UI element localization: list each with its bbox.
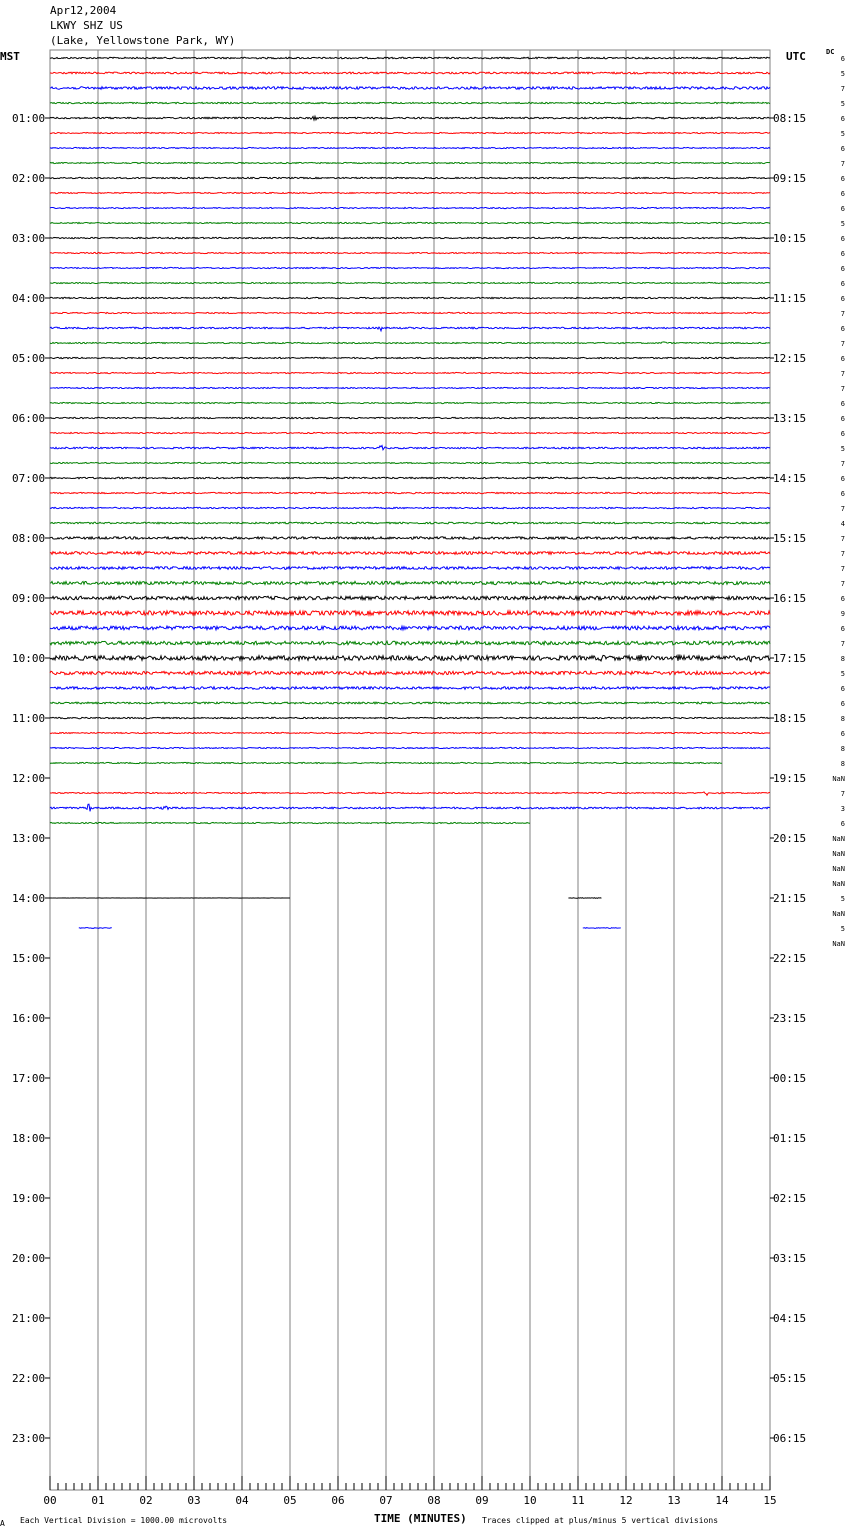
dc-offset-label: 6 <box>840 475 845 483</box>
x-axis-title: TIME (MINUTES) <box>374 1512 467 1525</box>
dc-offset-label: 5 <box>840 670 845 678</box>
trace-line <box>583 928 621 929</box>
plot-frame <box>50 50 770 1490</box>
trace-line <box>568 898 601 899</box>
mst-hour-label: 05:00 <box>12 352 46 365</box>
trace-line <box>50 446 770 450</box>
dc-offset-label: 5 <box>840 895 845 903</box>
x-tick-label: 15 <box>763 1494 777 1507</box>
plot-date: Apr12,2004 <box>50 4 117 17</box>
dc-offset-label: 7 <box>840 535 845 543</box>
trace-line <box>50 552 770 555</box>
trace-line <box>50 822 530 823</box>
x-tick-label: 03 <box>187 1494 201 1507</box>
dc-offset-label: 7 <box>840 460 845 468</box>
dc-offset-label: 8 <box>840 715 845 723</box>
dc-offset-label: 6 <box>840 625 845 633</box>
dc-offset-label: 9 <box>840 610 845 618</box>
dc-offset-label: 6 <box>840 820 845 828</box>
dc-offset-label: 7 <box>840 580 845 588</box>
dc-offset-label: 6 <box>840 235 845 243</box>
trace-line <box>50 402 770 403</box>
dc-offset-label: 6 <box>840 250 845 258</box>
dc-offset-label: 7 <box>840 340 845 348</box>
trace-line <box>50 641 770 645</box>
trace-line <box>50 147 770 148</box>
trace-line <box>50 567 770 570</box>
utc-hour-label: 18:15 <box>773 712 807 725</box>
x-tick-label: 06 <box>331 1494 345 1507</box>
trace-line <box>50 102 770 103</box>
dc-offset-label: 6 <box>840 400 845 408</box>
dc-offset-label: 7 <box>840 385 845 393</box>
dc-offset-label: 7 <box>840 550 845 558</box>
utc-hour-label: 13:15 <box>773 412 807 425</box>
dc-offset-label: 6 <box>840 700 845 708</box>
trace-line <box>50 747 770 748</box>
dc-offset-label: 6 <box>840 325 845 333</box>
trace-line <box>50 792 770 795</box>
dc-offset-label: 7 <box>840 160 845 168</box>
utc-hour-label: 04:15 <box>773 1312 807 1325</box>
trace-line <box>50 237 770 238</box>
x-tick-label: 12 <box>619 1494 633 1507</box>
dc-offset-label: 8 <box>840 655 845 663</box>
mst-hour-label: 15:00 <box>12 952 46 965</box>
utc-hour-label: 16:15 <box>773 592 807 605</box>
trace-line <box>50 522 770 524</box>
mst-hour-label: 16:00 <box>12 1012 46 1025</box>
dc-offset-label: 6 <box>840 355 845 363</box>
dc-offset-label: 6 <box>840 280 845 288</box>
trace-line <box>50 192 770 193</box>
utc-hour-label: 05:15 <box>773 1372 807 1385</box>
scale-note: Each Vertical Division = 1000.00 microvolts <box>20 1516 228 1525</box>
mst-hour-label: 18:00 <box>12 1132 46 1145</box>
corner-mark: A <box>0 1519 5 1528</box>
dc-offset-label: 7 <box>840 790 845 798</box>
dc-offset-label: 6 <box>840 430 845 438</box>
dc-offset-label: 6 <box>840 55 845 63</box>
mst-hour-label: 22:00 <box>12 1372 46 1385</box>
x-tick-label: 01 <box>91 1494 105 1507</box>
utc-hour-label: 08:15 <box>773 112 807 125</box>
dc-offset-label: 7 <box>840 640 845 648</box>
dc-offset-label: NaN <box>832 850 845 858</box>
utc-hour-label: 22:15 <box>773 952 807 965</box>
x-tick-label: 08 <box>427 1494 441 1507</box>
utc-hour-label: 14:15 <box>773 472 807 485</box>
trace-line <box>50 717 770 718</box>
dc-offset-label: 6 <box>840 145 845 153</box>
mst-hour-label: 13:00 <box>12 832 46 845</box>
utc-hour-label: 00:15 <box>773 1072 807 1085</box>
dc-offset-label: NaN <box>832 835 845 843</box>
dc-offset-label: 7 <box>840 310 845 318</box>
mst-hour-label: 20:00 <box>12 1252 46 1265</box>
mst-hour-label: 21:00 <box>12 1312 46 1325</box>
trace-line <box>50 596 770 600</box>
utc-hour-label: 21:15 <box>773 892 807 905</box>
trace-line <box>50 312 770 313</box>
dc-offset-label: 8 <box>840 760 845 768</box>
trace-line <box>50 462 770 463</box>
trace-line <box>50 387 770 388</box>
dc-offset-label: 8 <box>840 745 845 753</box>
utc-hour-label: 17:15 <box>773 652 807 665</box>
dc-offset-label: 7 <box>840 565 845 573</box>
trace-line <box>50 267 770 268</box>
dc-label: DC <box>826 48 835 56</box>
trace-line <box>50 655 770 662</box>
mst-label: MST <box>0 50 20 63</box>
dc-offset-label: 6 <box>840 190 845 198</box>
mst-hour-label: 04:00 <box>12 292 46 305</box>
dc-offset-label: 5 <box>840 445 845 453</box>
dc-offset-label: 5 <box>840 70 845 78</box>
mst-hour-label: 08:00 <box>12 532 46 545</box>
trace-line <box>50 357 770 358</box>
utc-hour-label: 23:15 <box>773 1012 807 1025</box>
trace-line <box>50 222 770 223</box>
mst-hour-label: 07:00 <box>12 472 46 485</box>
dc-offset-label: NaN <box>832 775 845 783</box>
mst-hour-label: 19:00 <box>12 1192 46 1205</box>
trace-line <box>50 116 770 120</box>
mst-hour-label: 06:00 <box>12 412 46 425</box>
trace-line <box>50 432 770 433</box>
trace-line <box>50 342 770 344</box>
trace-line <box>50 177 770 178</box>
dc-offset-label: NaN <box>832 910 845 918</box>
trace-line <box>50 372 770 373</box>
x-tick-label: 11 <box>571 1494 585 1507</box>
dc-offset-label: 7 <box>840 370 845 378</box>
trace-line <box>50 687 770 690</box>
dc-offset-label: NaN <box>832 940 845 948</box>
trace-line <box>50 626 770 630</box>
mst-hour-label: 02:00 <box>12 172 46 185</box>
dc-offset-label: 5 <box>840 100 845 108</box>
utc-label: UTC <box>786 50 806 63</box>
trace-line <box>50 507 770 508</box>
mst-hour-label: 10:00 <box>12 652 46 665</box>
trace-line <box>50 537 770 539</box>
trace-line <box>50 162 770 163</box>
trace-line <box>50 671 770 674</box>
trace-line <box>50 207 770 208</box>
clip-note: Traces clipped at plus/minus 5 vertical divisions <box>482 1516 719 1525</box>
mst-hour-label: 09:00 <box>12 592 46 605</box>
trace-line <box>50 804 770 811</box>
dc-offset-label: 4 <box>840 520 845 528</box>
utc-hour-label: 06:15 <box>773 1432 807 1445</box>
dc-offset-label: NaN <box>832 880 845 888</box>
trace-line <box>50 477 770 479</box>
station-code: LKWY SHZ US <box>50 19 123 32</box>
utc-hour-label: 02:15 <box>773 1192 807 1205</box>
utc-hour-label: 11:15 <box>773 292 807 305</box>
trace-line <box>50 87 770 90</box>
mst-hour-label: 23:00 <box>12 1432 46 1445</box>
utc-hour-label: 12:15 <box>773 352 807 365</box>
utc-hour-label: 01:15 <box>773 1132 807 1145</box>
mst-hour-label: 03:00 <box>12 232 46 245</box>
x-tick-label: 07 <box>379 1494 393 1507</box>
mst-hour-label: 12:00 <box>12 772 46 785</box>
dc-offset-label: 6 <box>840 295 845 303</box>
trace-line <box>50 72 770 74</box>
x-tick-label: 13 <box>667 1494 681 1507</box>
mst-hour-label: 01:00 <box>12 112 46 125</box>
utc-hour-label: 19:15 <box>773 772 807 785</box>
trace-line <box>50 702 770 704</box>
x-tick-label: 10 <box>523 1494 537 1507</box>
dc-offset-label: 6 <box>840 205 845 213</box>
trace-line <box>50 581 770 584</box>
dc-offset-label: 5 <box>840 925 845 933</box>
x-tick-label: 02 <box>139 1494 153 1507</box>
dc-offset-label: 6 <box>840 490 845 498</box>
dc-offset-label: 5 <box>840 220 845 228</box>
trace-line <box>50 492 770 493</box>
x-tick-label: 14 <box>715 1494 729 1507</box>
utc-hour-label: 10:15 <box>773 232 807 245</box>
dc-offset-label: 6 <box>840 175 845 183</box>
trace-line <box>50 297 770 298</box>
dc-offset-label: 5 <box>840 130 845 138</box>
utc-hour-label: 20:15 <box>773 832 807 845</box>
mst-hour-label: 11:00 <box>12 712 46 725</box>
dc-offset-label: 6 <box>840 265 845 273</box>
utc-hour-label: 03:15 <box>773 1252 807 1265</box>
x-tick-label: 04 <box>235 1494 249 1507</box>
utc-hour-label: 09:15 <box>773 172 807 185</box>
dc-offset-label: 6 <box>840 685 845 693</box>
dc-offset-label: NaN <box>832 865 845 873</box>
dc-offset-label: 6 <box>840 115 845 123</box>
x-tick-label: 09 <box>475 1494 489 1507</box>
trace-line <box>50 57 770 59</box>
utc-hour-label: 15:15 <box>773 532 807 545</box>
dc-offset-label: 6 <box>840 595 845 603</box>
x-tick-label: 00 <box>43 1494 57 1507</box>
station-location: (Lake, Yellowstone Park, WY) <box>50 34 236 47</box>
mst-hour-label: 17:00 <box>12 1072 46 1085</box>
trace-line <box>50 732 770 733</box>
mst-hour-label: 14:00 <box>12 892 46 905</box>
dc-offset-label: 3 <box>840 805 845 813</box>
x-tick-label: 05 <box>283 1494 297 1507</box>
trace-line <box>50 252 770 253</box>
dc-offset-label: 6 <box>840 415 845 423</box>
trace-line <box>79 928 112 929</box>
dc-offset-label: 6 <box>840 730 845 738</box>
trace-line <box>50 611 770 615</box>
trace-line <box>50 417 770 418</box>
trace-line <box>50 282 770 283</box>
trace-line <box>50 327 770 331</box>
dc-offset-label: 7 <box>840 505 845 513</box>
trace-line <box>50 132 770 133</box>
dc-offset-label: 7 <box>840 85 845 93</box>
